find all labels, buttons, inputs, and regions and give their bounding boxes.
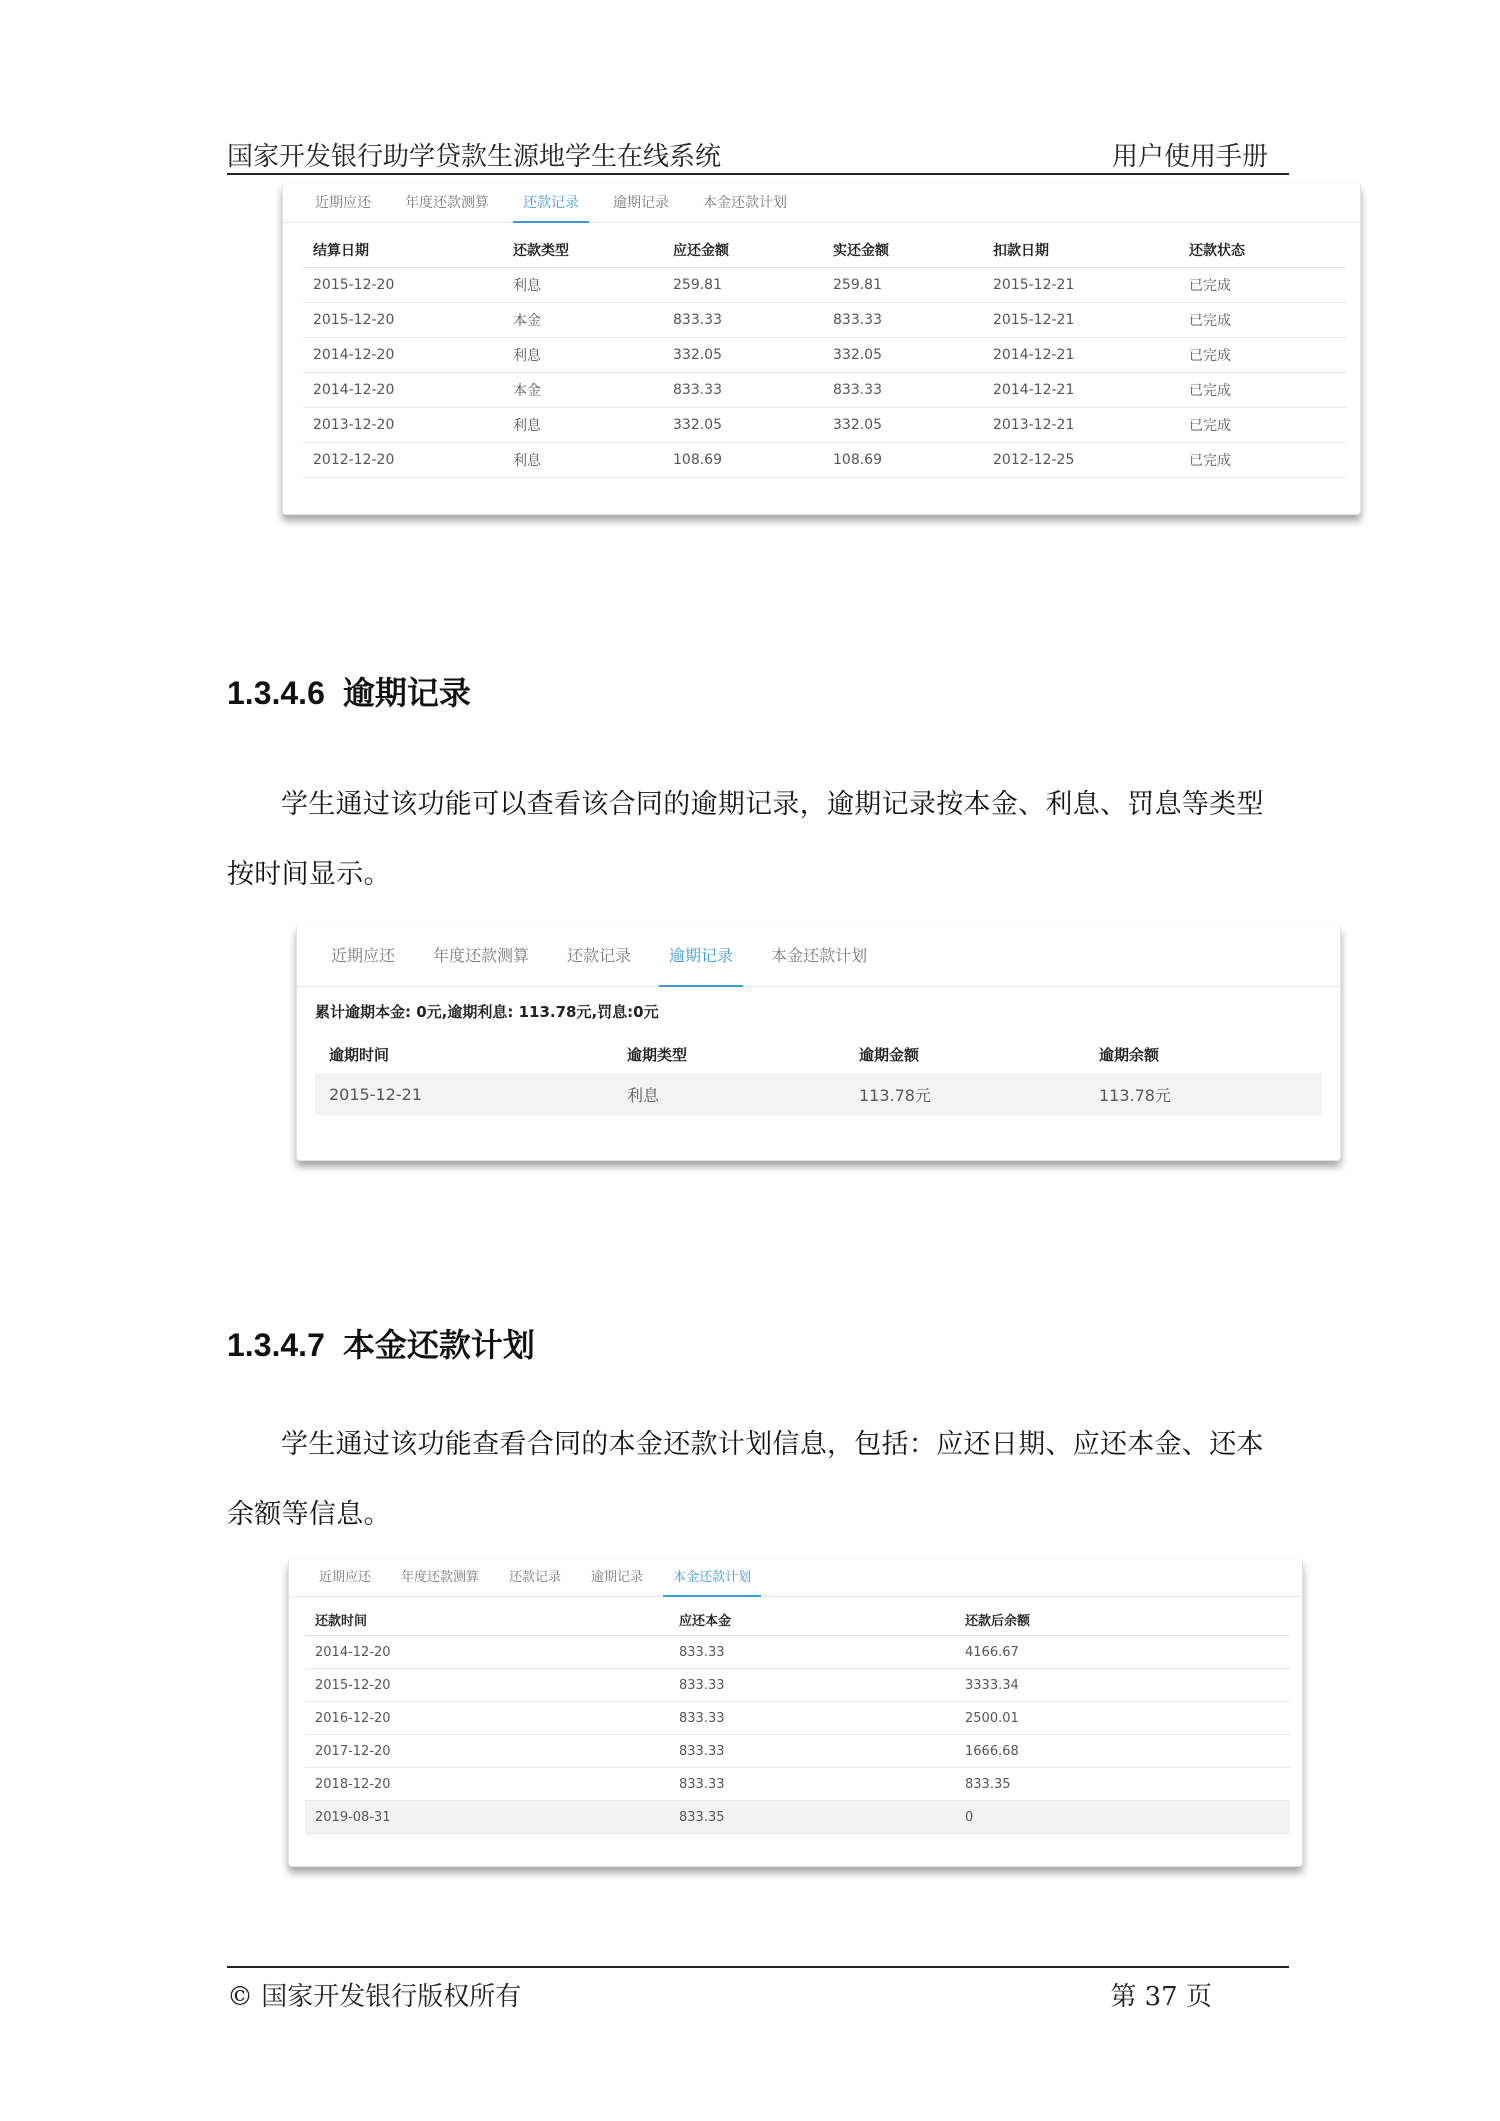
table-header-row xyxy=(303,233,1346,268)
principal-plan-screenshot xyxy=(288,1560,1303,1867)
tab-overdue-records[interactable]: 逾期记录 xyxy=(669,926,733,986)
remaining-balance: 3333.34 xyxy=(965,1677,1019,1693)
section-title: 本金还款计划 xyxy=(342,1326,535,1364)
tab-annual-estimate[interactable]: 年度还款测算 xyxy=(401,1570,480,1585)
remaining-balance: 833.35 xyxy=(965,1776,1011,1792)
repay-date: 2019-08-31 xyxy=(315,1809,391,1825)
principal-due: 833.33 xyxy=(679,1710,725,1726)
overdue-type: 利息 xyxy=(627,1085,660,1105)
deduct-date: 2014-12-21 xyxy=(993,347,1075,363)
repay-status: 已完成 xyxy=(1189,418,1231,434)
overdue-balance: 113.78元 xyxy=(1099,1085,1171,1105)
table-row xyxy=(303,408,1346,443)
column-header: 还款类型 xyxy=(513,243,569,259)
remaining-balance: 0 xyxy=(965,1809,974,1825)
deduct-date: 2014-12-21 xyxy=(993,382,1075,398)
column-header: 应还本金 xyxy=(679,1613,732,1629)
repay-type: 本金 xyxy=(513,383,541,399)
repay-date: 2016-12-20 xyxy=(315,1710,391,1726)
repay-date: 2018-12-20 xyxy=(315,1776,391,1792)
section-heading-overdue xyxy=(227,668,471,714)
doc-header-type: 用户使用手册 xyxy=(1111,142,1268,172)
repayment-records-screenshot xyxy=(282,184,1361,515)
amount-due: 332.05 xyxy=(673,417,722,433)
tab-recent-due[interactable]: 近期应还 xyxy=(331,946,396,965)
overdue-table xyxy=(315,1035,1322,1115)
overdue-records-screenshot xyxy=(296,926,1341,1161)
remaining-balance: 4166.67 xyxy=(965,1644,1019,1660)
overdue-amount: 113.78元 xyxy=(859,1085,931,1105)
repay-date: 2015-12-20 xyxy=(315,1677,391,1693)
table-row xyxy=(305,1669,1290,1702)
table-row xyxy=(303,268,1346,303)
repayment-table xyxy=(303,233,1346,478)
table-row xyxy=(305,1636,1290,1669)
tab-principal-plan[interactable]: 本金还款计划 xyxy=(703,195,787,211)
tab-recent-due[interactable]: 近期应还 xyxy=(319,1570,372,1585)
column-header: 逾期金额 xyxy=(859,1045,920,1064)
amount-due: 833.33 xyxy=(673,382,722,398)
repay-status: 已完成 xyxy=(1189,278,1231,294)
column-header: 还款后余额 xyxy=(965,1613,1031,1629)
repay-status: 已完成 xyxy=(1189,453,1231,469)
tab-principal-plan[interactable]: 本金还款计划 xyxy=(673,1560,751,1596)
table-row xyxy=(303,373,1346,408)
repay-date: 2017-12-20 xyxy=(315,1743,391,1759)
amount-paid: 259.81 xyxy=(833,277,882,293)
repay-type: 利息 xyxy=(513,418,541,434)
settle-date: 2013-12-20 xyxy=(313,417,395,433)
repay-type: 利息 xyxy=(513,453,541,469)
section-body-principal-plan: 学生通过该功能查看合同的本金还款计划信息，包括：应还日期、应还本金、还本余额等信息。 xyxy=(227,1429,1264,1530)
principal-due: 833.35 xyxy=(679,1809,725,1825)
amount-due: 259.81 xyxy=(673,277,722,293)
column-header: 应还金额 xyxy=(673,243,729,259)
column-header: 逾期余额 xyxy=(1099,1045,1160,1064)
column-header: 逾期时间 xyxy=(329,1045,390,1064)
table-row xyxy=(305,1735,1290,1768)
amount-due: 108.69 xyxy=(673,452,722,468)
amount-paid: 833.33 xyxy=(833,382,882,398)
remaining-balance: 1666.68 xyxy=(965,1743,1019,1759)
footer-copyright: © 国家开发银行版权所有 xyxy=(227,1982,522,2012)
amount-due: 833.33 xyxy=(673,312,722,328)
section-number: 1.3.4.6 xyxy=(227,675,325,711)
column-header: 实还金额 xyxy=(833,243,889,259)
amount-paid: 108.69 xyxy=(833,452,882,468)
principal-due: 833.33 xyxy=(679,1677,725,1693)
deduct-date: 2013-12-21 xyxy=(993,417,1075,433)
table-row xyxy=(305,1768,1290,1801)
settle-date: 2014-12-20 xyxy=(313,347,395,363)
tab-recent-due[interactable]: 近期应还 xyxy=(315,195,371,211)
deduct-date: 2015-12-21 xyxy=(993,312,1075,328)
footer-divider xyxy=(227,1966,1289,1968)
tab-bar xyxy=(297,926,1340,987)
table-row xyxy=(303,303,1346,338)
settle-date: 2012-12-20 xyxy=(313,452,395,468)
repay-type: 本金 xyxy=(513,313,541,329)
tab-principal-plan[interactable]: 本金还款计划 xyxy=(771,946,868,965)
deduct-date: 2012-12-25 xyxy=(993,452,1075,468)
tab-overdue-records[interactable]: 逾期记录 xyxy=(591,1570,644,1585)
principal-due: 833.33 xyxy=(679,1776,725,1792)
overdue-date: 2015-12-21 xyxy=(329,1084,422,1104)
column-header: 结算日期 xyxy=(313,243,369,259)
table-header-row xyxy=(305,1603,1290,1636)
overdue-summary: 累计逾期本金: 0元,逾期利息: 113.78元,罚息:0元 xyxy=(315,1003,659,1021)
table-row xyxy=(305,1702,1290,1735)
deduct-date: 2015-12-21 xyxy=(993,277,1075,293)
principal-due: 833.33 xyxy=(679,1644,725,1660)
section-heading-principal-plan xyxy=(227,1320,535,1366)
settle-date: 2015-12-20 xyxy=(313,312,395,328)
amount-paid: 833.33 xyxy=(833,312,882,328)
tab-bar xyxy=(289,1560,1302,1597)
repay-status: 已完成 xyxy=(1189,313,1231,329)
tab-overdue-records[interactable]: 逾期记录 xyxy=(613,195,669,211)
tab-repayment-records[interactable]: 还款记录 xyxy=(567,946,632,965)
tab-repayment-records[interactable]: 还款记录 xyxy=(523,184,579,222)
table-row xyxy=(303,443,1346,478)
column-header: 还款状态 xyxy=(1189,243,1245,259)
repay-type: 利息 xyxy=(513,278,541,294)
column-header: 逾期类型 xyxy=(627,1045,688,1064)
repay-type: 利息 xyxy=(513,348,541,364)
section-body-overdue: 学生通过该功能可以查看该合同的逾期记录，逾期记录按本金、利息、罚息等类型按时间显示。 xyxy=(227,789,1264,890)
footer-page-number: 第 37 页 xyxy=(1110,1982,1212,2012)
settle-date: 2015-12-20 xyxy=(313,277,395,293)
table-header-row xyxy=(315,1035,1322,1073)
section-title: 逾期记录 xyxy=(342,674,471,712)
section-number: 1.3.4.7 xyxy=(227,1327,325,1363)
table-row xyxy=(303,338,1346,373)
tab-annual-estimate[interactable]: 年度还款测算 xyxy=(433,946,530,965)
tab-repayment-records[interactable]: 还款记录 xyxy=(509,1570,562,1585)
principal-plan-table xyxy=(305,1603,1290,1834)
amount-paid: 332.05 xyxy=(833,417,882,433)
amount-due: 332.05 xyxy=(673,347,722,363)
header-divider xyxy=(227,173,1289,175)
tab-annual-estimate[interactable]: 年度还款测算 xyxy=(405,195,489,211)
column-header: 扣款日期 xyxy=(993,243,1049,259)
table-row xyxy=(305,1801,1290,1834)
column-header: 还款时间 xyxy=(315,1613,368,1629)
repay-date: 2014-12-20 xyxy=(315,1644,391,1660)
settle-date: 2014-12-20 xyxy=(313,382,395,398)
tab-bar xyxy=(283,184,1360,223)
amount-paid: 332.05 xyxy=(833,347,882,363)
doc-header-title: 国家开发银行助学贷款生源地学生在线系统 xyxy=(227,142,722,172)
table-row xyxy=(315,1073,1322,1115)
remaining-balance: 2500.01 xyxy=(965,1710,1019,1726)
repay-status: 已完成 xyxy=(1189,348,1231,364)
repay-status: 已完成 xyxy=(1189,383,1231,399)
principal-due: 833.33 xyxy=(679,1743,725,1759)
